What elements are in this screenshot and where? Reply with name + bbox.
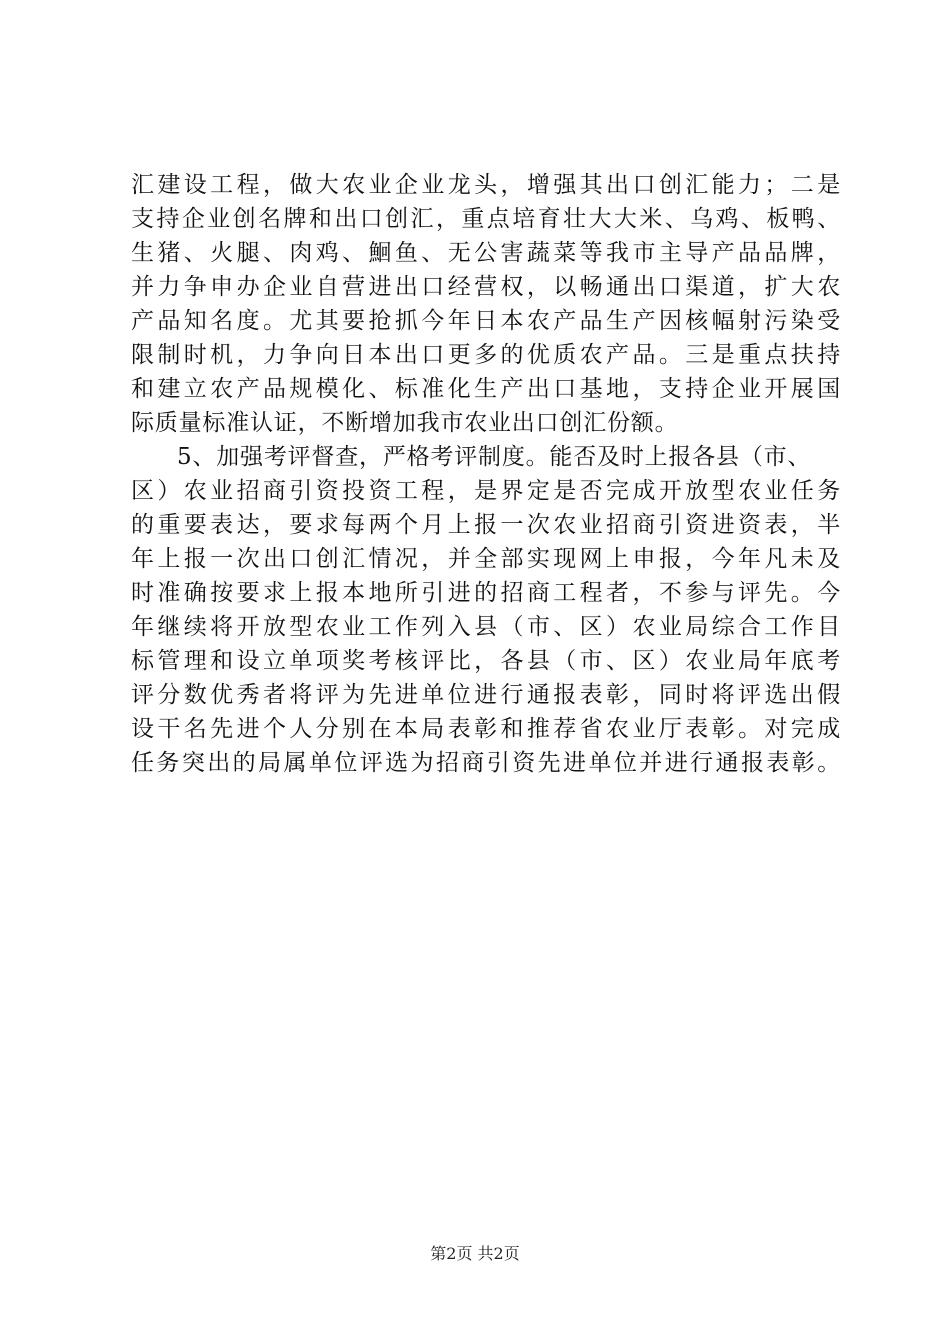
text-line: 年继续将开放型农业工作列入县（市、区）农业局综合工作目 [131, 614, 841, 640]
text-line: 生猪、火腿、肉鸡、鮰鱼、无公害蔬菜等我市主导产品品牌， [131, 240, 841, 266]
text-line: 支持企业创名牌和出口创汇，重点培育壮大大米、乌鸡、板鸭、 [131, 206, 841, 232]
text-line: 区）农业招商引资投资工程，是界定是否完成开放型农业任务 [131, 478, 841, 504]
body-text [131, 168, 841, 780]
text-line: 汇建设工程，做大农业企业龙头，增强其出口创汇能力；二是 [131, 172, 841, 198]
text-line: 并力争申办企业自营进出口经营权，以畅通出口渠道，扩大农 [131, 274, 841, 300]
text-line: 产品知名度。尤其要抢抓今年日本农产品生产因核幅射污染受 [131, 308, 841, 334]
text-line: 和建立农产品规模化、标准化生产出口基地，支持企业开展国 [131, 376, 841, 402]
text-line: 任务突出的局属单位评选为招商引资先进单位并进行通报表彰。 [131, 750, 841, 776]
text-line: 限制时机，力争向日本出口更多的优质农产品。三是重点扶持 [131, 342, 841, 368]
section-heading-line: 5、加强考评督查，严格考评制度。能否及时上报各县（市、 [177, 444, 812, 470]
text-line: 时准确按要求上报本地所引进的招商工程者，不参与评先。今 [131, 580, 841, 606]
text-line: 的重要表达，要求每两个月上报一次农业招商引资进资表，半 [131, 512, 841, 538]
page-number-footer: 第2页 共2页 [430, 1244, 520, 1263]
text-line: 标管理和设立单项奖考核评比，各县（市、区）农业局年底考 [131, 648, 841, 674]
text-line: 设干名先进个人分别在本局表彰和推荐省农业厅表彰。对完成 [131, 716, 841, 742]
text-line: 评分数优秀者将评为先进单位进行通报表彰，同时将评选出假 [131, 682, 841, 708]
text-line: 际质量标准认证，不断增加我市农业出口创汇份额。 [131, 410, 679, 436]
text-line: 年上报一次出口创汇情况，并全部实现网上申报，今年凡未及 [131, 546, 841, 572]
